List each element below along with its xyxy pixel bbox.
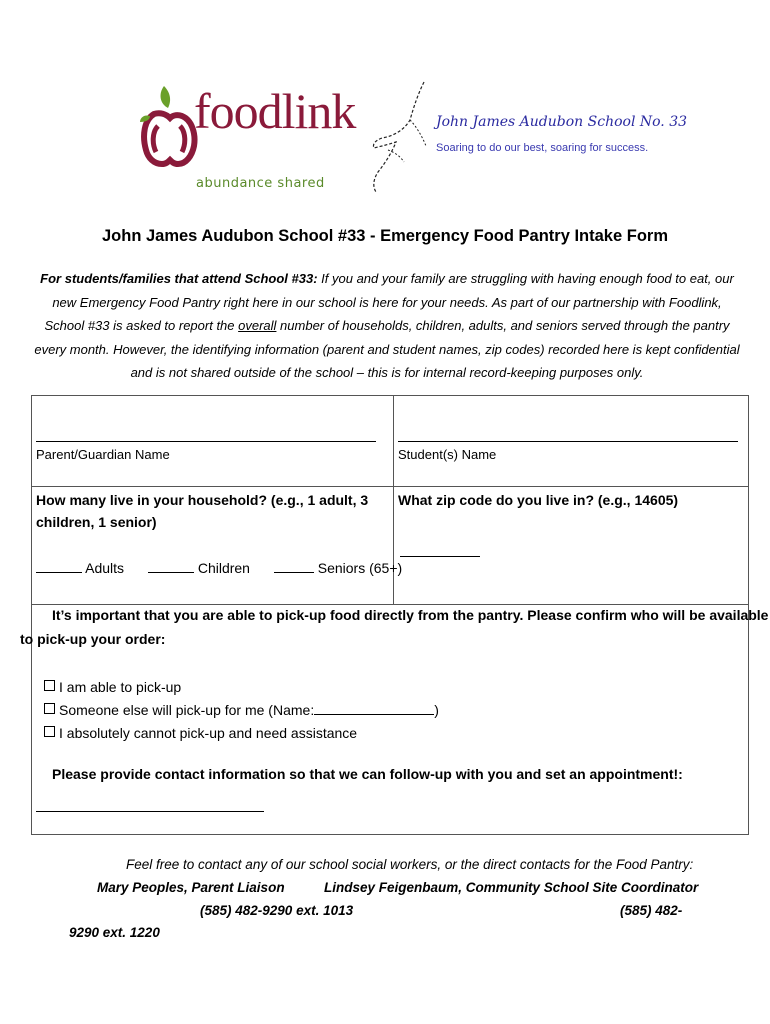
school-logo-motto: Soaring to do our best, soaring for success. (436, 142, 649, 154)
pickup-question (20, 603, 770, 651)
pickup-option-label: I am able to pick-up (59, 679, 182, 695)
pickup-option-label: I absolutely cannot pick-up and need assistance (59, 725, 358, 741)
household-counts (36, 558, 408, 576)
contact-info-field[interactable] (36, 811, 264, 812)
zip-code-field[interactable] (400, 556, 480, 557)
parent-name-label: Parent/Guardian Name (36, 447, 170, 462)
adults-label: Adults (85, 560, 125, 576)
checkbox-icon[interactable] (44, 703, 55, 714)
adults-count-field[interactable] (36, 558, 82, 573)
contact-2-phone-part-2: 9290 ext. 1220 (69, 925, 160, 940)
seniors-count-field[interactable] (274, 558, 314, 573)
apple-icon (140, 86, 200, 196)
foodlink-logo (140, 80, 356, 200)
header-logos (140, 80, 688, 210)
bird-icon (368, 80, 438, 205)
pickup-question-line-2: to pick-up your order: (20, 631, 166, 647)
household-question: How many live in your household? (e.g., 1 adult, 3 children, 1 senior) (36, 492, 369, 530)
contact-1-name: Mary Peoples, Parent Liaison (97, 880, 285, 895)
checkbox-icon[interactable] (44, 680, 55, 691)
pickup-option[interactable] (44, 699, 439, 722)
children-label: Children (197, 560, 250, 576)
intro-underlined: overall (238, 318, 277, 333)
form-row-divider-1 (31, 486, 748, 487)
intro-lead: For students/families that attend School #33: (40, 271, 318, 286)
intro-text-2: number of households, children, adults, and seniors served through the pantry every month. However, the identifying information (parent and student names, zip codes) recorded here is kept confidential and is not shared outside of the school – this is for internal record-keeping purposes only. (34, 318, 740, 380)
school-logo (368, 80, 688, 205)
contact-question: Please provide contact information so that we can follow-up with you and set an appointment!: (52, 766, 683, 782)
page-title: John James Audubon School #33 - Emergency Food Pantry Intake Form (101, 227, 668, 245)
foodlink-tagline: abundance shared (196, 176, 325, 191)
student-name-label: Student(s) Name (398, 447, 497, 462)
foodlink-wordmark: foodlink (194, 83, 356, 139)
footer-intro: Feel free to contact any of our school social workers, or the direct contacts for the Food Pantry: (126, 857, 694, 872)
contact-2-name: Lindsey Feigenbaum, Community School Site Coordinator (324, 880, 699, 895)
option-close-paren: ) (434, 702, 439, 718)
contact-2-phone-part-1: (585) 482- (620, 903, 683, 918)
pickup-question-line-1: It’s important that you are able to pick-up food directly from the pantry. Please confirm who will be available (52, 607, 769, 623)
pickup-options (44, 676, 439, 745)
contact-1-phone: (585) 482-9290 ext. 1013 (200, 903, 354, 918)
parent-name-field[interactable] (36, 441, 376, 442)
school-logo-name: John James Audubon School No. 33 (436, 114, 688, 130)
intro-paragraph (34, 267, 740, 385)
zip-question: What zip code do you live in? (e.g., 14605) (398, 492, 679, 508)
seniors-label: Seniors (65+) (317, 560, 403, 576)
children-count-field[interactable] (148, 558, 194, 573)
intro-text-1: If you and your family are struggling with having enough food to eat, our new Emergency Food Pantry right here in our school is here for your needs. As part of our partnership with Foodlink, School #33 is asked to report the (44, 271, 734, 333)
pickup-person-name-field[interactable] (314, 700, 434, 715)
checkbox-icon[interactable] (44, 726, 55, 737)
pickup-option-label: Someone else will pick-up for me (Name: (59, 702, 315, 718)
pickup-option[interactable] (44, 676, 439, 699)
pickup-option[interactable] (44, 722, 439, 745)
student-name-field[interactable] (398, 441, 738, 442)
